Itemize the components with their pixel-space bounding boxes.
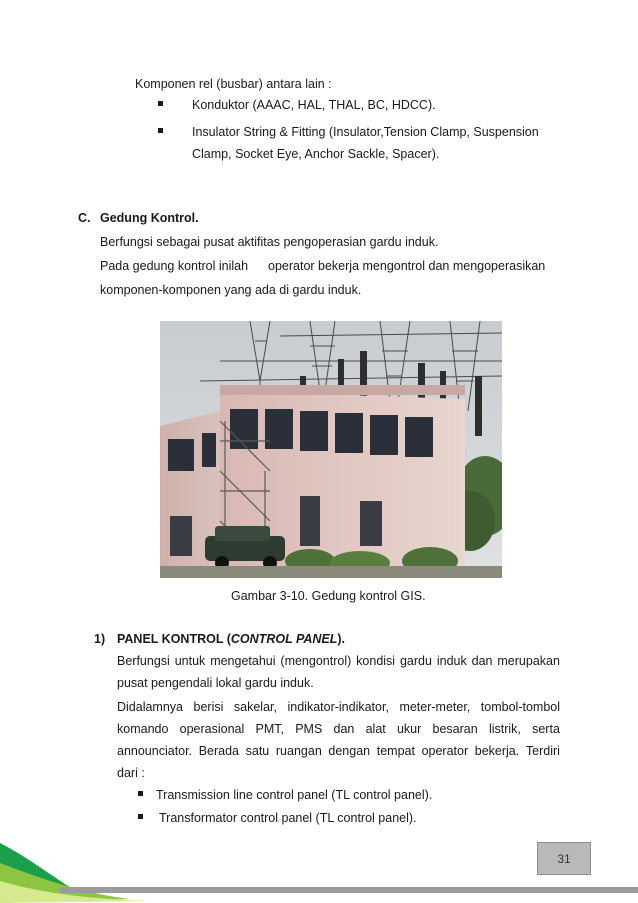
- bullet-icon: [158, 101, 163, 106]
- word: berisi: [193, 700, 224, 714]
- word: tempat: [376, 744, 415, 758]
- panel-p1-line-2: pusat pengendali lokal gardu induk.: [117, 676, 314, 690]
- busbar-intro: Komponen rel (busbar) antara lain :: [135, 77, 332, 91]
- panel-item-2: Transformator control panel (TL control panel).: [159, 811, 417, 825]
- word: indikator-indikator,: [287, 700, 389, 714]
- word: alat: [365, 722, 386, 736]
- panel-title-suffix: ).: [337, 632, 346, 646]
- panel-marker: 1): [94, 632, 106, 646]
- section-c-line-1: Berfungsi sebagai pusat aktifitas pengoperasian gardu induk.: [100, 235, 439, 249]
- word: ruangan: [275, 744, 322, 758]
- panel-title: [117, 631, 345, 647]
- bullet-icon: [138, 791, 143, 796]
- panel-p1-line-1: [117, 653, 560, 669]
- word: dengan: [328, 744, 371, 758]
- word: tombol-tombol: [480, 700, 560, 714]
- word: Berfungsi: [117, 654, 170, 668]
- busbar-item-2-cont: Clamp, Socket Eye, Anchor Sackle, Spacer).: [192, 147, 440, 161]
- figure-control-building-photo: [160, 321, 502, 578]
- word: Berada: [198, 744, 239, 758]
- word: announciator.: [117, 744, 193, 758]
- bullet-icon: [158, 128, 163, 133]
- busbar-item-2: Insulator String & Fitting (Insulator,Tension Clamp, Suspension: [192, 125, 539, 139]
- panel-item-1: Transmission line control panel (TL control panel).: [156, 788, 433, 802]
- word: dan: [333, 722, 355, 736]
- busbar-item-1: Konduktor (AAAC, HAL, THAL, BC, HDCC).: [192, 98, 436, 112]
- figure-caption: Gambar 3-10. Gedung kontrol GIS.: [231, 589, 426, 603]
- word: induk: [436, 654, 467, 668]
- section-c-title: Gedung Kontrol.: [100, 211, 199, 225]
- word: meter-meter,: [399, 700, 471, 714]
- word: sakelar,: [233, 700, 277, 714]
- section-c-marker: C.: [78, 211, 91, 225]
- word: besaran: [432, 722, 478, 736]
- word: ukur: [396, 722, 422, 736]
- word: (mengontrol): [280, 654, 352, 668]
- page-number: 31: [537, 842, 591, 875]
- word: merupakan: [497, 654, 560, 668]
- word: PMT,: [255, 722, 284, 736]
- word: Didalamnya: [117, 700, 184, 714]
- word: PMS: [295, 722, 323, 736]
- panel-p2-line-1: [117, 699, 560, 715]
- panel-p2-line-3: [117, 743, 560, 759]
- bullet-icon: [138, 814, 143, 819]
- section-c-line-2b: operator bekerja mengontrol dan mengoperasikan: [268, 259, 546, 273]
- word: serta: [532, 722, 560, 736]
- panel-p2-line-4: dari :: [117, 766, 145, 780]
- word: untuk: [174, 654, 206, 668]
- word: satu: [245, 744, 270, 758]
- word: operasional: [179, 722, 245, 736]
- word: Terdiri: [525, 744, 560, 758]
- panel-title-prefix: PANEL KONTROL (: [117, 632, 231, 646]
- word: gardu: [399, 654, 432, 668]
- panel-title-italic: CONTROL PANEL: [230, 632, 338, 646]
- word: bekerja.: [474, 744, 520, 758]
- word: operator: [421, 744, 469, 758]
- word: listrik,: [488, 722, 521, 736]
- word: mengetahui: [210, 654, 276, 668]
- word: kondisi: [356, 654, 396, 668]
- word: komando: [117, 722, 169, 736]
- panel-p2-line-2: [117, 721, 560, 737]
- section-c-line-3: komponen-komponen yang ada di gardu induk.: [100, 283, 362, 297]
- word: dan: [471, 654, 493, 668]
- section-c-line-2a: Pada gedung kontrol inilah: [100, 259, 249, 273]
